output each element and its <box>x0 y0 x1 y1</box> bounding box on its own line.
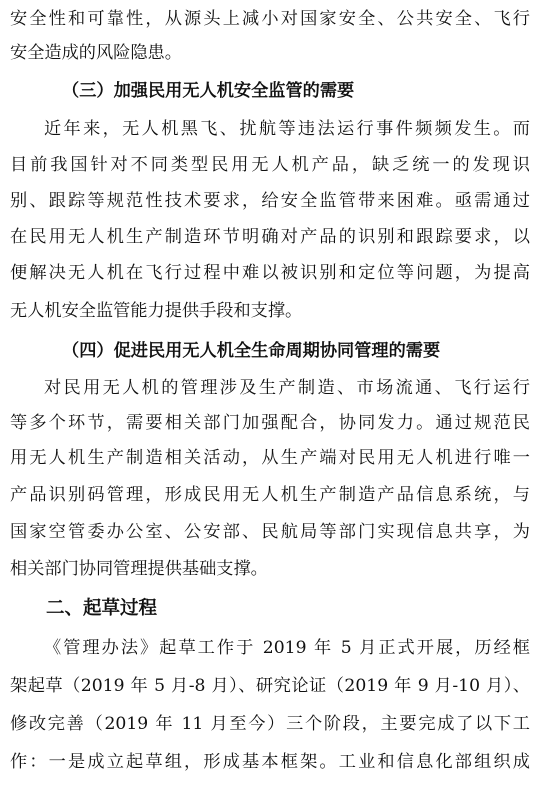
body-text-line: 国家空管委办公室、公安部、民航局等部门实现信息共享，为 <box>10 522 530 542</box>
part-heading: 二、起草过程 <box>46 598 158 619</box>
body-text-line: 对民用无人机的管理涉及生产制造、市场流通、飞行运行 <box>44 378 530 398</box>
body-text-line: 《管理办法》起草工作于 2019 年 5 月正式开展，历经框 <box>44 638 530 658</box>
body-text-line: 无人机安全监管能力提供手段和支撑。 <box>10 301 303 321</box>
body-text-line: 作：一是成立起草组，形成基本框架。工业和信息化部组织成 <box>10 752 530 772</box>
body-text-line: 安全性和可靠性，从源头上减小对国家安全、公共安全、飞行 <box>10 9 530 29</box>
body-text-line: 相关部门协同管理提供基础支撑。 <box>10 559 268 579</box>
section-heading-3: （三）加强民用无人机安全监管的需要 <box>62 81 355 101</box>
body-text-line: 便解决无人机在飞行过程中难以被识别和定位等问题，为提高 <box>10 263 530 283</box>
body-text-line: 安全造成的风险隐患。 <box>10 43 182 63</box>
body-text-line: 目前我国针对不同类型民用无人机产品，缺乏统一的发现识 <box>10 155 530 175</box>
body-text-line: 用无人机生产制造相关活动，从生产端对民用无人机进行唯一 <box>10 448 530 468</box>
body-text-line: 产品识别码管理，形成民用无人机生产制造产品信息系统，与 <box>10 485 530 505</box>
body-text-line: 修改完善（2019 年 11 月至今）三个阶段，主要完成了以下工 <box>10 714 530 734</box>
body-text-line: 近年来，无人机黑飞、扰航等违法运行事件频频发生。而 <box>44 119 530 139</box>
body-text-line: 架起草（2019 年 5 月-8 月）、研究论证（2019 年 9 月-10 月）、 <box>10 676 530 696</box>
body-text-line: 在民用无人机生产制造环节明确对产品的识别和跟踪要求，以 <box>10 227 530 247</box>
body-text-line: 别、跟踪等规范性技术要求，给安全监管带来困难。亟需通过 <box>10 191 530 211</box>
section-heading-4: （四）促进民用无人机全生命周期协同管理的需要 <box>62 341 441 361</box>
body-text-line: 等多个环节，需要相关部门加强配合，协同发力。通过规范民 <box>10 413 530 433</box>
